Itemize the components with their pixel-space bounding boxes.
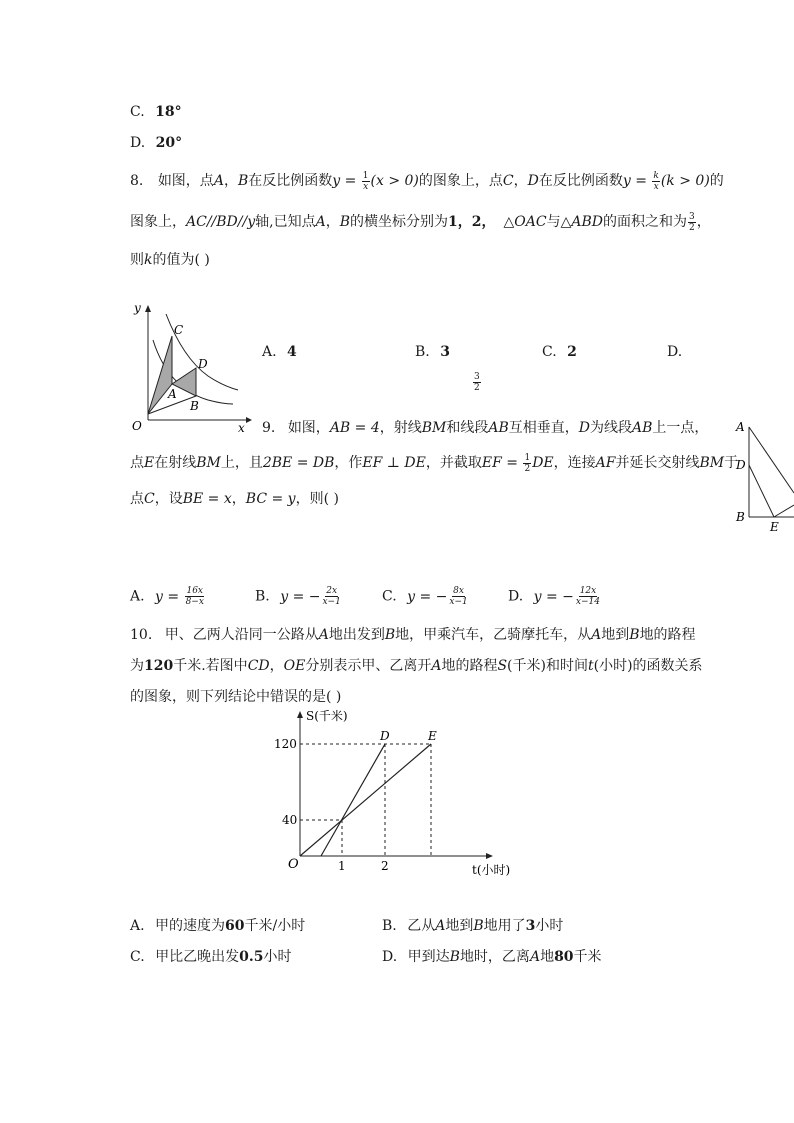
text: A bbox=[315, 214, 326, 230]
text: 分别表示甲、乙离开 bbox=[305, 658, 432, 674]
text: 互相垂直， bbox=[508, 420, 579, 436]
x-axis-arrow-icon bbox=[486, 853, 493, 859]
text: 的面积之和为 bbox=[602, 214, 687, 230]
text: 的值为( ) bbox=[152, 252, 210, 268]
text: D bbox=[527, 173, 539, 189]
formula: △OAC bbox=[503, 214, 547, 230]
q10-line-3 bbox=[130, 686, 341, 706]
text: t bbox=[587, 658, 594, 674]
text: BM bbox=[196, 455, 221, 471]
numerator: 8x bbox=[453, 586, 464, 596]
q10-graph bbox=[268, 704, 530, 884]
text: 地出发到 bbox=[328, 627, 385, 643]
q8-line-1 bbox=[130, 170, 724, 192]
fraction bbox=[575, 586, 601, 607]
segment-de bbox=[749, 465, 774, 517]
q9-figure bbox=[734, 415, 794, 535]
text: ，作 bbox=[334, 455, 363, 471]
text: 千米 bbox=[573, 949, 602, 965]
option-value: 2 bbox=[567, 344, 577, 360]
text: 地用了 bbox=[483, 918, 526, 934]
q9-option-a bbox=[130, 586, 206, 607]
text: 与 bbox=[546, 214, 561, 230]
text: (小时)的函数关系 bbox=[593, 658, 703, 674]
option-value: 3 bbox=[440, 344, 450, 360]
text: (千米)和时间 bbox=[507, 658, 588, 674]
q9-line-3 bbox=[130, 488, 339, 508]
option-letter: B. bbox=[255, 588, 270, 605]
x-axis-label: t(小时) bbox=[472, 863, 511, 877]
label-b: B bbox=[736, 510, 745, 524]
y-tick-40: 40 bbox=[282, 813, 298, 827]
text: 地时，乙离 bbox=[459, 949, 530, 965]
label-c: C bbox=[174, 323, 184, 337]
question-number: 9. bbox=[262, 420, 276, 436]
text: 如图，点 bbox=[157, 173, 214, 189]
option-letter: C. bbox=[382, 588, 397, 605]
fraction bbox=[473, 372, 481, 393]
text: B bbox=[384, 627, 396, 643]
text: 上，且 bbox=[220, 455, 263, 471]
text: ， bbox=[223, 173, 238, 189]
text: 则 bbox=[130, 252, 144, 268]
text: 小时 bbox=[535, 918, 564, 934]
label-d: D bbox=[736, 458, 746, 472]
text: 点 bbox=[130, 491, 144, 507]
text: 甲、乙两人沿同一公路从 bbox=[164, 627, 319, 643]
text: 地 bbox=[540, 949, 555, 965]
text: 在射线 bbox=[154, 455, 197, 471]
denominator: x−1 bbox=[322, 597, 341, 607]
option-letter: C. bbox=[130, 104, 145, 120]
text: A bbox=[213, 173, 224, 189]
denominator: 2 bbox=[524, 463, 531, 474]
q9-option-c bbox=[382, 586, 470, 607]
text: A bbox=[591, 627, 602, 643]
q8-figure bbox=[128, 298, 258, 436]
text: 如图， bbox=[287, 420, 330, 436]
denominator: x bbox=[363, 181, 369, 192]
text: A bbox=[529, 949, 541, 965]
q7-option-c bbox=[130, 104, 182, 120]
origin-label: O bbox=[288, 857, 299, 872]
formula: (x > 0) bbox=[370, 173, 419, 189]
text: 的横坐标分别为 bbox=[350, 214, 448, 230]
text: 为 bbox=[130, 658, 144, 674]
y-axis-label: S(千米) bbox=[306, 709, 348, 723]
numerator: k bbox=[653, 170, 659, 181]
numerator: 1 bbox=[362, 170, 369, 181]
denominator: 8−x bbox=[185, 597, 204, 607]
text: 地，甲乘汽车，乙骑摩托车，从 bbox=[395, 627, 592, 643]
text: 轴,已知点 bbox=[255, 214, 316, 230]
text: BM bbox=[699, 455, 725, 471]
text: ， bbox=[325, 214, 340, 230]
q9-line-1 bbox=[262, 417, 708, 437]
text: ， bbox=[513, 173, 528, 189]
text: ， bbox=[696, 214, 711, 230]
fraction bbox=[652, 171, 659, 192]
formula: EF ⊥ DE bbox=[362, 455, 426, 471]
text: B bbox=[237, 173, 249, 189]
formula: 2BE = DB bbox=[262, 455, 335, 471]
label-y: y bbox=[134, 301, 141, 315]
q9-option-b bbox=[255, 586, 343, 607]
text: B bbox=[339, 214, 350, 230]
segment-ef bbox=[774, 505, 794, 517]
text: 120 bbox=[144, 658, 174, 674]
triangle-oac bbox=[148, 336, 172, 414]
formula: AC//BD//y bbox=[186, 214, 256, 230]
text: 图象上， bbox=[130, 214, 186, 230]
text: 地的路程 bbox=[441, 658, 498, 674]
text: A bbox=[435, 918, 446, 934]
option-letter: B. bbox=[415, 344, 430, 360]
option-letter: D. bbox=[382, 949, 398, 965]
y-axis-arrow-icon bbox=[297, 711, 303, 718]
q10-line-1 bbox=[130, 624, 696, 644]
formula: y = − bbox=[407, 588, 448, 605]
label-e: E bbox=[770, 520, 779, 534]
q9-line-2 bbox=[130, 452, 738, 474]
option-letter: D. bbox=[130, 135, 146, 151]
text: BM bbox=[421, 420, 447, 436]
option-letter: A. bbox=[130, 918, 145, 934]
option-letter: C. bbox=[542, 344, 557, 360]
formula: y = bbox=[155, 588, 184, 605]
numerator: 12x bbox=[579, 586, 597, 596]
q10-line-2 bbox=[130, 655, 703, 675]
text: 于 bbox=[724, 455, 739, 471]
text: S bbox=[497, 658, 508, 674]
formula: y = − bbox=[533, 588, 574, 605]
option-letter: D. bbox=[508, 588, 524, 605]
text: C bbox=[502, 173, 514, 189]
x-tick-1: 1 bbox=[338, 859, 346, 873]
denominator: 2 bbox=[688, 222, 695, 233]
text: AB bbox=[632, 420, 653, 436]
text: 在反比例函数 bbox=[248, 173, 333, 189]
denominator: x bbox=[653, 181, 659, 192]
numerator: 3 bbox=[474, 372, 480, 382]
numerator: 16x bbox=[186, 586, 203, 596]
q8-line-3 bbox=[130, 249, 210, 269]
text: ，则( ) bbox=[295, 491, 339, 507]
formula: y = − bbox=[280, 588, 321, 605]
text: k bbox=[144, 252, 153, 268]
y-tick-120: 120 bbox=[274, 737, 297, 751]
text: 1，2， bbox=[448, 214, 496, 230]
text: 小时 bbox=[263, 949, 292, 965]
text: 和线段 bbox=[446, 420, 489, 436]
text: 千米/小时 bbox=[244, 918, 306, 934]
text: ，并截取 bbox=[425, 455, 482, 471]
text: 甲到达 bbox=[407, 949, 450, 965]
formula: y = bbox=[622, 173, 652, 189]
label-a: A bbox=[736, 420, 745, 434]
formula: △ABD bbox=[560, 214, 603, 230]
text: 并延长交射线 bbox=[615, 455, 700, 471]
numerator: 1 bbox=[524, 452, 531, 463]
question-number: 8. bbox=[130, 173, 144, 189]
text: 80 bbox=[554, 949, 574, 965]
option-letter: A. bbox=[130, 588, 145, 605]
denominator: x−14 bbox=[575, 597, 600, 607]
fraction bbox=[362, 171, 370, 192]
text: E bbox=[144, 455, 155, 471]
option-value: 18° bbox=[155, 104, 182, 120]
text: C bbox=[144, 491, 155, 507]
text: D bbox=[578, 420, 591, 436]
formula: BC = y bbox=[245, 491, 296, 507]
option-letter: B. bbox=[382, 918, 397, 934]
line-cd bbox=[321, 744, 385, 856]
q9-option-d bbox=[508, 586, 602, 607]
numerator: 3 bbox=[688, 211, 695, 222]
x-axis-arrow-icon bbox=[246, 417, 252, 423]
numerator: 2x bbox=[326, 586, 338, 596]
point-d-label: D bbox=[380, 729, 390, 743]
formula: AB = 4 bbox=[329, 420, 380, 436]
text: 的图象上，点 bbox=[418, 173, 503, 189]
text: A bbox=[431, 658, 442, 674]
text: CD bbox=[247, 658, 270, 674]
text: ，射线 bbox=[379, 420, 422, 436]
q8-option-c bbox=[542, 344, 577, 360]
q8-option-a bbox=[262, 344, 297, 360]
x-tick-2: 2 bbox=[381, 859, 389, 873]
text: OE bbox=[283, 658, 306, 674]
text: ，连接 bbox=[553, 455, 596, 471]
q8-option-d bbox=[667, 344, 682, 360]
text: B bbox=[473, 918, 484, 934]
text: 60 bbox=[225, 918, 245, 934]
question-number: 10. bbox=[130, 627, 153, 643]
point-e-label: E bbox=[428, 729, 437, 743]
text: AB bbox=[488, 420, 509, 436]
q10-option-a bbox=[130, 915, 305, 935]
text: ， bbox=[231, 491, 246, 507]
denominator: 2 bbox=[474, 383, 480, 393]
text: 地的路程 bbox=[639, 627, 696, 643]
line-oe bbox=[300, 744, 431, 856]
label-o: O bbox=[132, 419, 142, 433]
denominator: x−1 bbox=[449, 597, 468, 607]
option-value: 4 bbox=[287, 344, 297, 360]
text: ，设 bbox=[154, 491, 183, 507]
text: 地到 bbox=[445, 918, 474, 934]
label-x: x bbox=[238, 421, 245, 435]
q8-line-2 bbox=[130, 211, 711, 233]
y-axis-arrow-icon bbox=[145, 305, 151, 312]
text: 地到 bbox=[601, 627, 630, 643]
text: 千米.若图中 bbox=[173, 658, 248, 674]
q10-option-d bbox=[382, 946, 602, 966]
text: 甲比乙晚出发 bbox=[155, 949, 240, 965]
option-letter: D. bbox=[667, 344, 683, 360]
text: 为线段 bbox=[590, 420, 633, 436]
formula: (k > 0) bbox=[660, 173, 710, 189]
formula: y = bbox=[332, 173, 361, 189]
option-letter: C. bbox=[130, 949, 145, 965]
text: ， bbox=[269, 658, 284, 674]
q8-option-b bbox=[415, 344, 450, 360]
fraction bbox=[448, 586, 468, 607]
text: 的 bbox=[709, 173, 724, 189]
label-b: B bbox=[190, 399, 199, 413]
option-value: 20° bbox=[155, 135, 183, 151]
text: B bbox=[449, 949, 460, 965]
text: 0.5 bbox=[239, 949, 264, 965]
formula: DE bbox=[532, 455, 554, 471]
q8-option-d-fraction bbox=[472, 372, 482, 393]
fraction bbox=[688, 212, 696, 233]
fraction bbox=[185, 586, 205, 607]
text: 点 bbox=[130, 455, 144, 471]
text: A bbox=[318, 627, 329, 643]
text: 的图象，则下列结论中错误的是( ) bbox=[130, 689, 342, 705]
q10-option-c bbox=[130, 946, 291, 966]
text: B bbox=[629, 627, 640, 643]
fraction bbox=[523, 453, 531, 474]
text: 在反比例函数 bbox=[538, 173, 623, 189]
segment-af bbox=[749, 427, 794, 493]
text: 上一点， bbox=[652, 420, 709, 436]
formula: EF = bbox=[481, 455, 523, 471]
label-a: A bbox=[168, 387, 177, 401]
option-letter: A. bbox=[262, 344, 277, 360]
fraction bbox=[321, 586, 341, 607]
label-d: D bbox=[198, 357, 208, 371]
text: 3 bbox=[525, 918, 536, 934]
formula: BE = x bbox=[182, 491, 232, 507]
text: AF bbox=[595, 455, 616, 471]
text: 甲的速度为 bbox=[155, 918, 226, 934]
text: 乙从 bbox=[407, 918, 436, 934]
q7-option-d bbox=[130, 135, 182, 151]
q10-option-b bbox=[382, 915, 563, 935]
